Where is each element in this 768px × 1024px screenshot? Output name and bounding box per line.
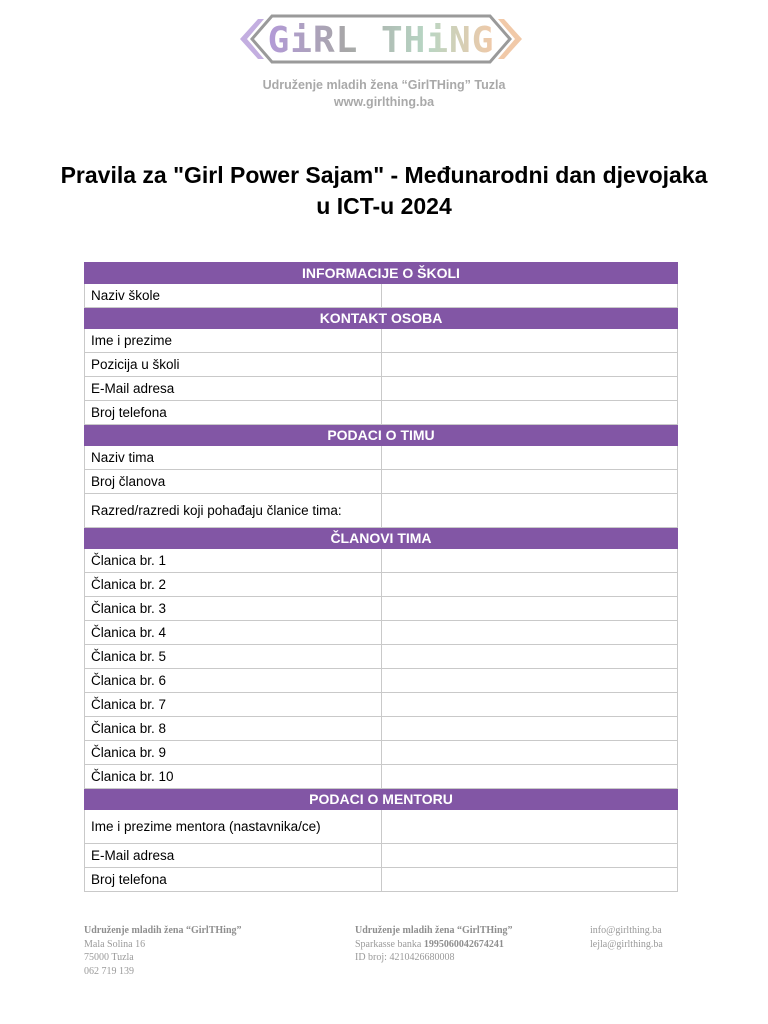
field-value[interactable]: [381, 494, 678, 528]
footer-email-info[interactable]: info@girlthing.ba: [590, 925, 662, 936]
page-title: Pravila za "Girl Power Sajam" - Međunarodni dan djevojaka u ICT-u 2024: [60, 162, 708, 219]
table-row: [85, 401, 678, 425]
field-value[interactable]: [381, 810, 678, 844]
footer-emails: [590, 924, 663, 951]
field-label: Ime i prezime: [85, 329, 382, 353]
field-value[interactable]: [381, 765, 678, 789]
field-value[interactable]: [381, 470, 678, 494]
field-value[interactable]: [381, 844, 678, 868]
field-label: Naziv tima: [85, 446, 382, 470]
section-heading: PODACI O MENTORU: [85, 789, 678, 810]
section-heading: INFORMACIJE O ŠKOLI: [85, 263, 678, 284]
field-label: Članica br. 6: [85, 669, 382, 693]
footer-address: [84, 924, 242, 978]
field-label: Članica br. 2: [85, 573, 382, 597]
table-row: [85, 377, 678, 401]
field-value[interactable]: [381, 621, 678, 645]
field-value[interactable]: [381, 573, 678, 597]
field-label: E-Mail adresa: [85, 377, 382, 401]
field-label: Članica br. 7: [85, 693, 382, 717]
field-value[interactable]: [381, 549, 678, 573]
field-label: Broj članova: [85, 470, 382, 494]
field-label: Pozicija u školi: [85, 353, 382, 377]
field-label: Ime i prezime mentora (nastavnika/ce): [85, 810, 382, 844]
registration-form-table: [84, 262, 678, 892]
field-value[interactable]: [381, 353, 678, 377]
field-label: Broj telefona: [85, 401, 382, 425]
footer-bank-account: 1995060042674241: [423, 938, 504, 950]
section-heading: KONTAKT OSOBA: [85, 308, 678, 329]
table-row: [85, 494, 678, 528]
field-value[interactable]: [381, 717, 678, 741]
section-header-members: [85, 528, 678, 549]
field-label: Razred/razredi koji pohađaju članice tima:: [85, 494, 382, 528]
table-row: [85, 573, 678, 597]
field-label: Članica br. 9: [85, 741, 382, 765]
footer-bank-label: Sparkasse banka: [355, 938, 422, 950]
section-heading: PODACI O TIMU: [85, 425, 678, 446]
field-value[interactable]: [381, 377, 678, 401]
field-label: Članica br. 4: [85, 621, 382, 645]
org-name: Udruženje mladih žena “GirlTHing” Tuzla: [262, 78, 506, 92]
field-label: Naziv škole: [85, 284, 382, 308]
footer-email-lejla[interactable]: lejla@girlthing.ba: [590, 938, 663, 950]
field-value[interactable]: [381, 446, 678, 470]
section-header-contact: [85, 308, 678, 329]
field-label: Članica br. 5: [85, 645, 382, 669]
table-row: [85, 693, 678, 717]
field-label: Broj telefona: [85, 868, 382, 892]
footer-street: Mala Solina 16: [84, 938, 146, 950]
section-header-school: [85, 263, 678, 284]
table-row: [85, 741, 678, 765]
field-value[interactable]: [381, 669, 678, 693]
section-header-team: [85, 425, 678, 446]
field-value[interactable]: [381, 284, 678, 308]
field-value[interactable]: [381, 329, 678, 353]
field-label: E-Mail adresa: [85, 844, 382, 868]
table-row: [85, 549, 678, 573]
girlthing-logo: [238, 10, 524, 68]
table-row: [85, 470, 678, 494]
footer-id-number: ID broj: 4210426680008: [355, 952, 455, 963]
field-label: Članica br. 10: [85, 765, 382, 789]
section-heading: ČLANOVI TIMA: [85, 528, 678, 549]
table-row: [85, 810, 678, 844]
field-label: Članica br. 1: [85, 549, 382, 573]
footer-org-name: Udruženje mladih žena “GirlTHing”: [84, 925, 242, 936]
table-row: [85, 645, 678, 669]
table-row: [85, 446, 678, 470]
field-value[interactable]: [381, 693, 678, 717]
footer-phone: 062 719 139: [84, 965, 134, 977]
table-row: [85, 669, 678, 693]
footer-bank-org: Udruženje mladih žena “GirlTHing”: [355, 925, 513, 936]
footer-city: 75000 Tuzla: [84, 952, 134, 963]
table-row: [85, 329, 678, 353]
field-value[interactable]: [381, 741, 678, 765]
footer-bank-line: [355, 938, 513, 952]
field-value[interactable]: [381, 645, 678, 669]
table-row: [85, 868, 678, 892]
table-row: [85, 284, 678, 308]
field-label: Članica br. 8: [85, 717, 382, 741]
footer-bank: [355, 924, 513, 965]
field-value[interactable]: [381, 597, 678, 621]
table-row: [85, 621, 678, 645]
table-row: [85, 353, 678, 377]
field-label: Članica br. 3: [85, 597, 382, 621]
table-row: [85, 597, 678, 621]
table-row: [85, 765, 678, 789]
field-value[interactable]: [381, 868, 678, 892]
table-row: [85, 844, 678, 868]
logo-text: GiRL THiNG: [267, 20, 495, 61]
table-row: [85, 717, 678, 741]
org-website[interactable]: www.girlthing.ba: [333, 95, 435, 109]
field-value[interactable]: [381, 401, 678, 425]
section-header-mentor: [85, 789, 678, 810]
